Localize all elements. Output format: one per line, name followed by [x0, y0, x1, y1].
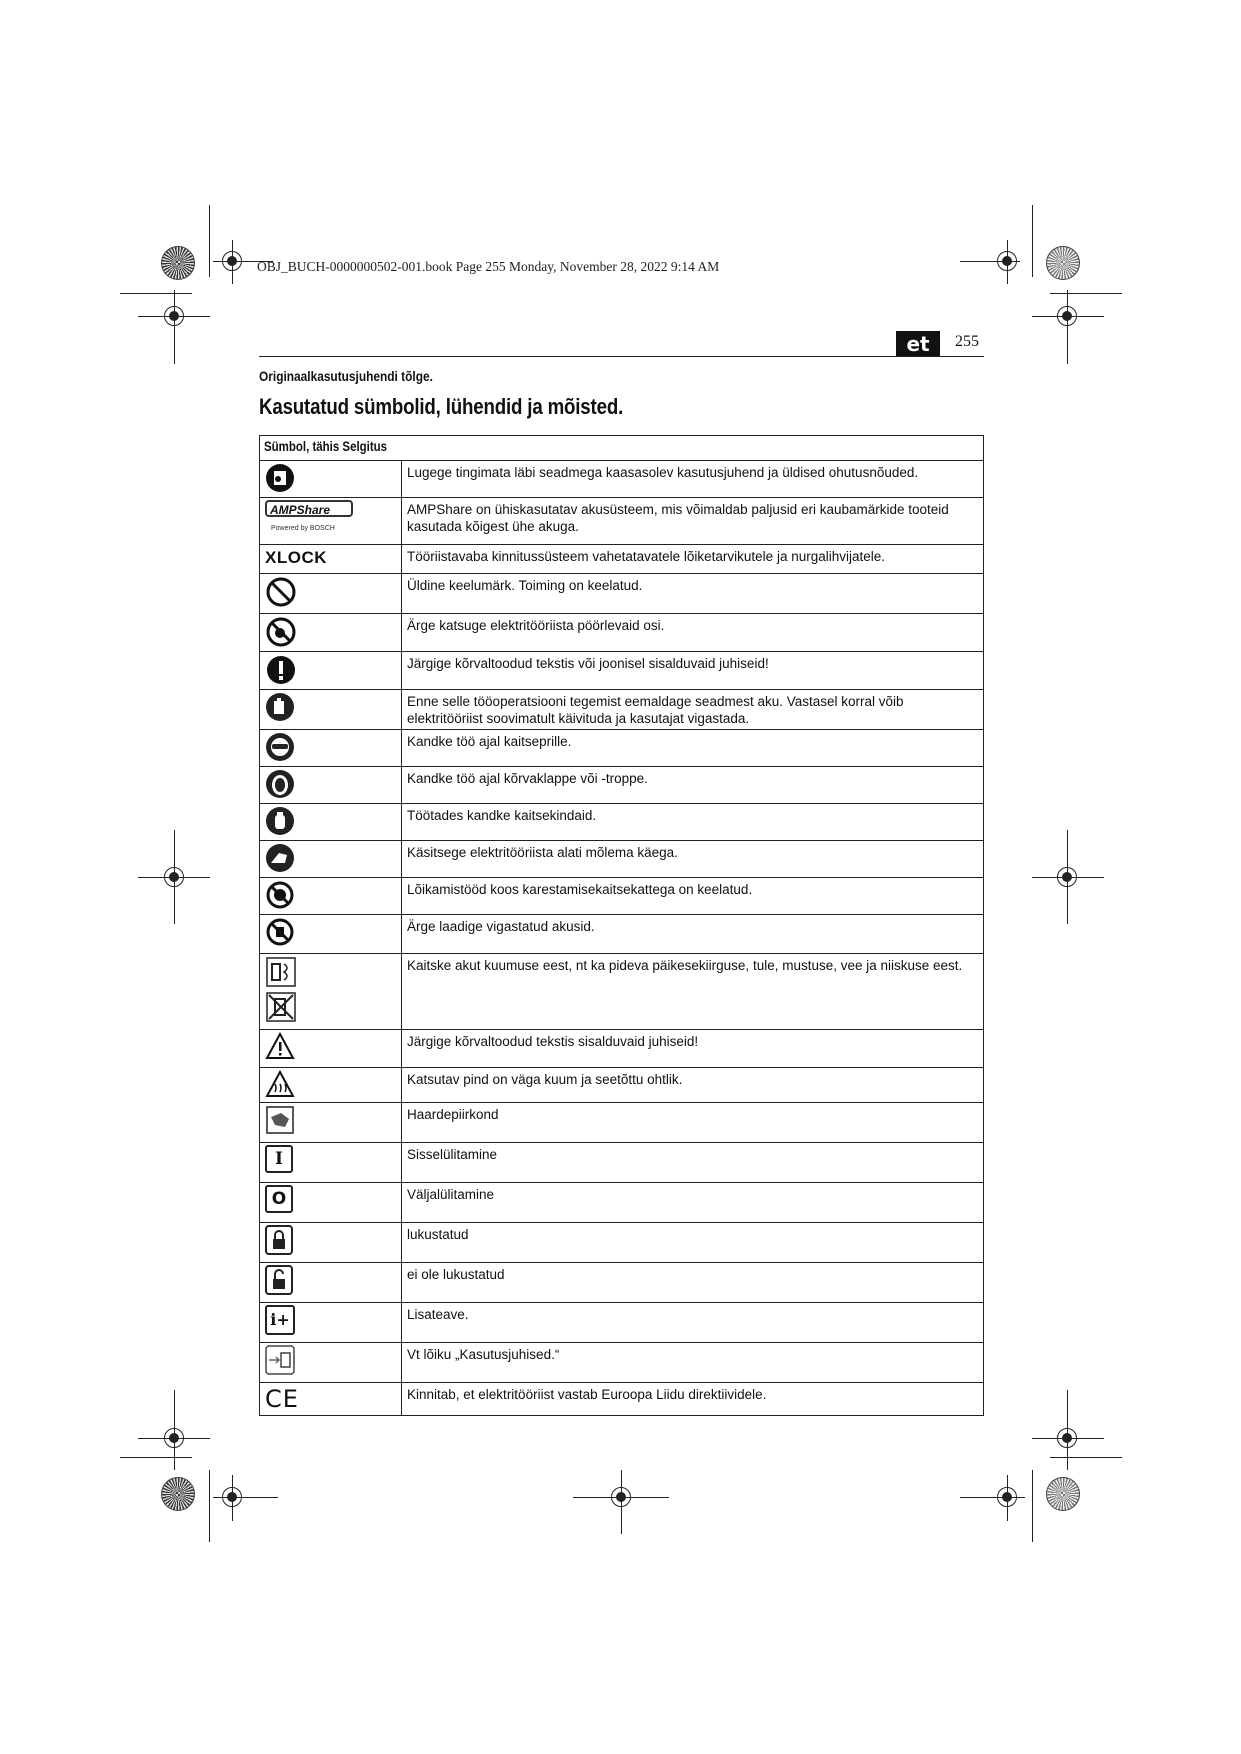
- two-hands-icon: [265, 843, 295, 873]
- grip-area-icon: [265, 1105, 295, 1135]
- no-cutting-icon: [265, 880, 295, 910]
- table-header-row: [260, 436, 984, 461]
- row-text: Enne selle tööoperatsiooni tegemist eemaldage seadmest aku. Vastasel korral võib elektritööriist soovimatult käivituda ja kasutajat vigastada.: [402, 690, 984, 730]
- ce-mark-icon: CE: [265, 1385, 299, 1413]
- ear-protection-icon: [265, 769, 295, 799]
- row-text: Kandke töö ajal kõrvaklappe või -troppe.: [402, 767, 984, 804]
- row-text: Tööriistavaba kinnitussüsteem vahetatavatele lõiketarvikutele ja nurgalihvijatele.: [402, 545, 984, 574]
- table-row: [260, 652, 984, 690]
- table-row: [260, 1143, 984, 1183]
- row-text: ei ole lukustatud: [402, 1263, 984, 1303]
- table-row: [260, 841, 984, 878]
- table-row: [260, 804, 984, 841]
- table-row: [260, 1183, 984, 1223]
- language-tab: et: [896, 331, 940, 357]
- table-row: [260, 878, 984, 915]
- table-row: [260, 545, 984, 574]
- row-text: Kandke töö ajal kaitseprille.: [402, 730, 984, 767]
- row-text: Lugege tingimata läbi seadmega kaasasolev kasutusjuhend ja üldised ohutusnõuded.: [402, 461, 984, 498]
- page-number: 255: [955, 333, 979, 350]
- switch-on-icon: I: [265, 1145, 293, 1173]
- no-charging-damaged-battery-icon: [265, 917, 295, 947]
- row-text: Käsitsege elektritööriista alati mõlema käega.: [402, 841, 984, 878]
- table-row: [260, 954, 984, 1030]
- table-row: [260, 614, 984, 652]
- ampshare-logo: AMPShare: [265, 500, 353, 517]
- remove-battery-icon: [265, 692, 295, 722]
- table-row: [260, 767, 984, 804]
- unlocked-icon: [265, 1265, 293, 1295]
- running-header: OBJ_BUCH-0000000502-001.book Page 255 Monday, November 28, 2022 9:14 AM: [257, 259, 720, 274]
- table-header: Sümbol, tähis Selgitus: [260, 436, 984, 461]
- read-manual-icon: [265, 463, 295, 493]
- row-text: lukustatud: [402, 1223, 984, 1263]
- registration-wheel-icon: [161, 246, 195, 280]
- mandatory-exclamation-icon: [265, 654, 297, 686]
- row-text: Üldine keelumärk. Toiming on keelatud.: [402, 574, 984, 614]
- gloves-icon: [265, 806, 295, 836]
- symbols-table: [259, 435, 984, 1416]
- locked-icon: [265, 1225, 293, 1255]
- header-rule: [259, 356, 984, 357]
- table-row: [260, 1383, 984, 1416]
- row-text: Väljalülitamine: [402, 1183, 984, 1223]
- switch-off-icon: O: [265, 1185, 293, 1213]
- table-row: [260, 1343, 984, 1383]
- battery-protect-icon: [265, 956, 297, 988]
- table-row: [260, 1303, 984, 1343]
- row-text: Lõikamistööd koos karestamisekaitsekattega on keelatud.: [402, 878, 984, 915]
- info-icon: i+: [265, 1305, 295, 1335]
- hot-surface-icon: [265, 1070, 295, 1098]
- row-text: Kinnitab, et elektritööriist vastab Euroopa Liidu direktiividele.: [402, 1383, 984, 1416]
- table-row: [260, 574, 984, 614]
- table-row: [260, 1263, 984, 1303]
- xlock-logo: XLOCK: [265, 548, 327, 567]
- registration-wheel-icon: [1046, 1477, 1080, 1511]
- table-row: [260, 730, 984, 767]
- prohibition-icon: [265, 576, 297, 608]
- row-text: Töötades kandke kaitsekindaid.: [402, 804, 984, 841]
- safety-goggles-icon: [265, 732, 295, 762]
- table-row: [260, 1030, 984, 1068]
- row-text: Vt lõiku „Kasutusjuhised.“: [402, 1343, 984, 1383]
- table-row: [260, 461, 984, 498]
- table-row: [260, 1103, 984, 1143]
- row-text: Sisselülitamine: [402, 1143, 984, 1183]
- see-section-icon: [265, 1345, 295, 1375]
- registration-wheel-icon: [1046, 246, 1080, 280]
- row-text: Järgige kõrvaltoodud tekstis sisalduvaid juhiseid!: [402, 1030, 984, 1068]
- warning-triangle-icon: [265, 1032, 295, 1060]
- page-title: Kasutatud sümbolid, lühendid ja mõisted.: [259, 394, 624, 419]
- row-text: Katsutav pind on väga kuum ja seetõttu ohtlik.: [402, 1068, 984, 1103]
- registration-wheel-icon: [161, 1477, 195, 1511]
- table-row: [260, 1223, 984, 1263]
- table-row: [260, 690, 984, 730]
- row-text: Kaitske akut kuumuse eest, nt ka pideva päikesekiirguse, tule, mustuse, vee ja niiskuse eest.: [402, 954, 984, 1030]
- no-touching-rotating-parts-icon: [265, 616, 297, 648]
- row-text: Ärge katsuge elektritööriista pöörlevaid osi.: [402, 614, 984, 652]
- subtitle: Originaalkasutusjuhendi tõlge.: [259, 368, 433, 384]
- battery-no-heat-icon: [265, 991, 297, 1023]
- row-text: Lisateave.: [402, 1303, 984, 1343]
- row-text: AMPShare on ühiskasutatav akusüsteem, mis võimaldab paljusid eri kaubamärkide tooteid kasutada kõigest ühe akuga.: [402, 498, 984, 545]
- row-text: Järgige kõrvaltoodud tekstis või joonisel sisalduvaid juhiseid!: [402, 652, 984, 690]
- table-row: [260, 1068, 984, 1103]
- row-text: Haardepiirkond: [402, 1103, 984, 1143]
- table-row: [260, 915, 984, 954]
- ampshare-sub: Powered by BOSCH: [271, 525, 335, 532]
- row-text: Ärge laadige vigastatud akusid.: [402, 915, 984, 954]
- table-row: [260, 498, 984, 545]
